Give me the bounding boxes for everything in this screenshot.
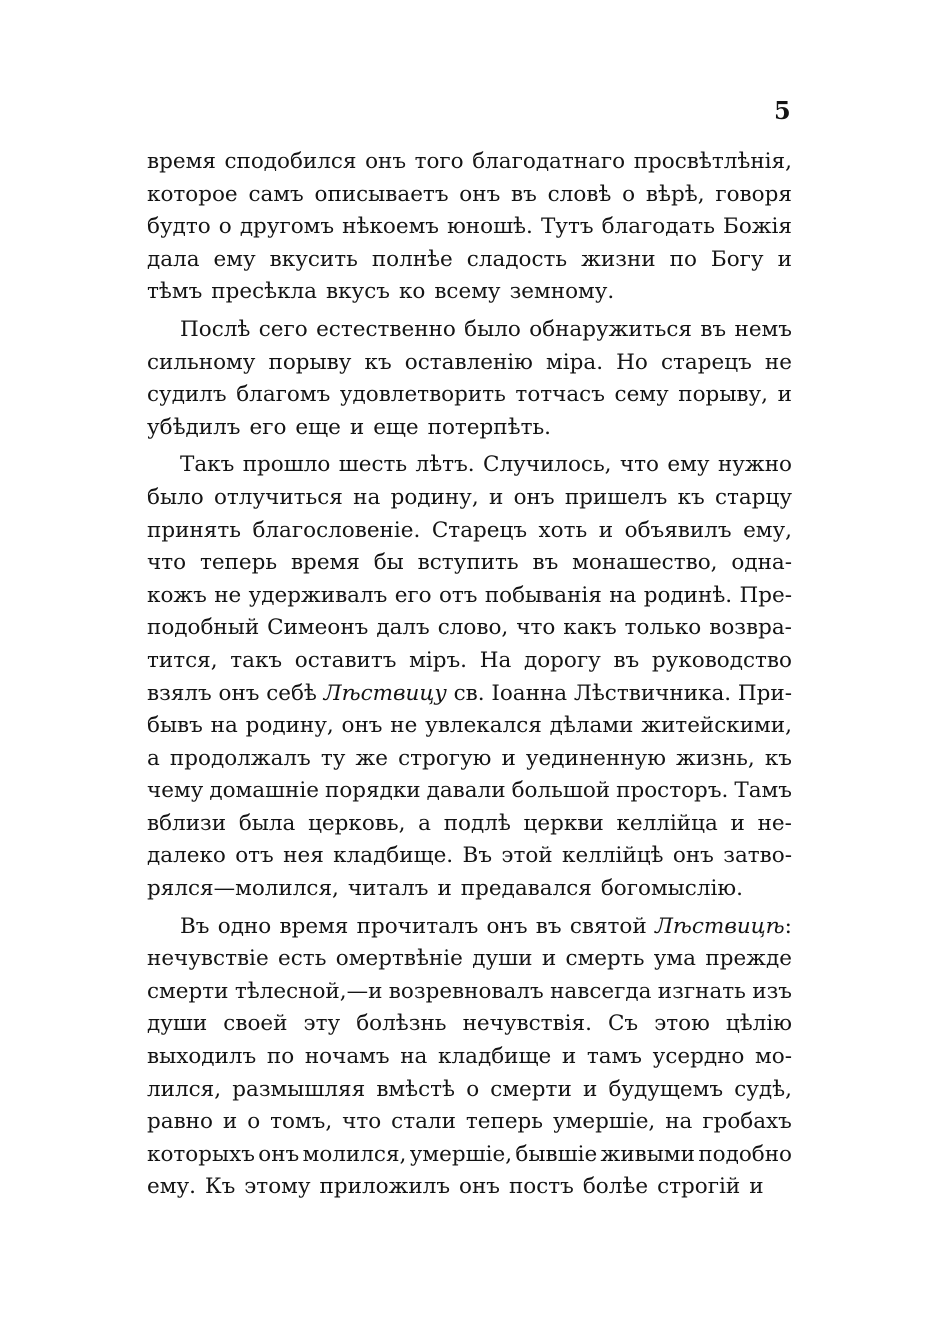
text-line: что теперь время бы вступить въ монашество, одна- [147,550,792,576]
text-line: тится, такъ оставитъ міръ. На дорогу въ руководство [147,647,792,673]
paragraph [147,449,792,905]
text-line: лился, размышляя вмѣстѣ о смерти и будущемъ судѣ, [147,1076,792,1102]
text-line: подобный Симеонъ далъ слово, что какъ только возвра- [147,615,792,641]
paragraph [147,911,792,1204]
text-line: кожъ не удерживалъ его отъ побыванія на родинѣ. Пре- [147,582,792,608]
text-line: которыхъ онъ молился, умершіе, бывшіе живыми подобно [147,1141,792,1167]
text-line: а продолжалъ ту же строгую и уединенную жизнь, къ [147,745,792,771]
paragraph [147,146,792,309]
text-line: тѣмъ пресѣкла вкусъ ко всему земному. [147,279,615,305]
text-line: равно и о томъ, что стали теперь умершіе, на гробахъ [147,1109,792,1135]
text-line: ему. Къ этому приложилъ онъ постъ болѣе строгій и [147,1174,764,1200]
text-line: принять благословеніе. Старецъ хоть и объявилъ ему, [147,517,792,543]
text-line: рялся—молился, читалъ и предавался богомыслію. [147,876,743,902]
text-line: сильному порыву къ оставленію міра. Но старецъ не [147,349,792,375]
body-text [147,146,792,1204]
text-line: было отлучиться на родину, и онъ пришелъ къ старцу [147,484,792,510]
page-number: 5 [774,96,791,125]
text-line: далеко отъ нея кладбище. Въ этой келлійцѣ онъ затво- [147,843,792,869]
text-line: дала ему вкусить полнѣе сладость жизни по Богу и [147,246,792,272]
paragraph [147,314,792,444]
text-line: выходилъ по ночамъ на кладбище и тамъ усердно мо- [147,1044,792,1070]
text-line: убѣдилъ его еще и еще потерпѣть. [147,414,552,440]
text-line: вблизи была церковь, а подлѣ церкви келлійца и не- [147,810,792,836]
text-line: Послѣ сего естественно было обнаружиться въ немъ [180,316,792,342]
text-line: бывъ на родину, онъ не увлекался дѣлами житейскими, [147,713,792,739]
text-line: будто о другомъ нѣкоемъ юношѣ. Тутъ благодать Божія [147,214,792,240]
text-line: чему домашніе порядки давали большой просторъ. Тамъ [147,778,792,804]
text-line: Въ одно время прочиталъ онъ въ святой Лѣствицѣ: [180,913,792,939]
text-line: нечувствіе есть омертвѣніе души и смерть ума прежде [147,946,792,972]
text-line: Такъ прошло шесть лѣтъ. Случилось, что ему нужно [180,452,792,478]
text-line: взялъ онъ себѣ Лѣствицу св. Іоанна Лѣствичника. При- [147,680,792,706]
text-line: души своей эту болѣзнь нечувствія. Съ этою цѣлію [147,1011,792,1037]
text-line: судилъ благомъ удовлетворить тотчасъ сему порыву, и [147,382,792,408]
text-line: которое самъ описываетъ онъ въ словѣ о вѣрѣ, говоря [147,181,792,207]
text-line: время сподобился онъ того благодатнаго просвѣтлѣнія, [147,149,792,174]
text-line: смерти тѣлесной,—и возревновалъ навсегда изгнать изъ [147,978,792,1004]
